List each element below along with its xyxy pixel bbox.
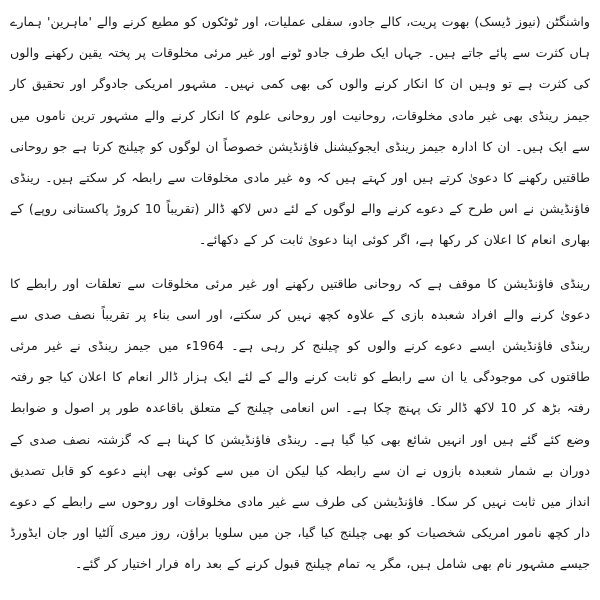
- article-paragraph-2: رینڈی فاؤنڈیشن کا موقف ہے کہ روحانی طاقتیں رکھنے اور غیر مرئی مخلوقات سے تعلقات اور رابطے کا دعویٰ کرنے والے افراد شعبدہ بازی کے علاوہ کچھ نہیں کر سکتے، اور اسی بناء پر تقریباً نصف صدی سے رینڈی فاؤنڈیشن ایسے دعوے کرنے والوں کو چیلنج کر رہی ہے۔ 1964ء میں جیمز رینڈی نے غیر مرئی طاقتوں کی موجودگی یا ان سے رابطے کو ثابت کرنے والے کے لئے ایک ہزار ڈالر انعام کا اعلان کیا جو رفتہ رفتہ بڑھ کر 10 لاکھ ڈالر تک پہنچ چکا ہے۔ اس انعامی چیلنج کے متعلق باقاعدہ طور پر اصول و ضوابط وضع کئے گئے ہیں اور انہیں شائع بھی کیا گیا ہے۔ رینڈی فاؤنڈیشن کا کہنا ہے کہ گزشتہ نصف صدی کے دوران بے شمار شعبدہ بازوں نے ان سے رابطہ کیا لیکن ان میں سے کوئی بھی اپنے دعوے کو قابل تصدیق انداز میں ثابت نہیں کر سکا۔ فاؤنڈیشن کی طرف سے غیر مادی مخلوقات اور روحوں سے رابطے کے دعوے دار کچھ نامور امریکی شخصیات کو بھی چیلنج کیا گیا، جن میں سلویا براؤن، روز میری آلٹیا اور جان ایڈورڈ جیسے مشہور نام بھی شامل ہیں، مگر یہ تمام چیلنج قبول کرنے کے بعد راہ فرار اختیار کر گئے۔: [10, 275, 590, 572]
- article-paragraph-1: واشنگٹن (نیوز ڈیسک) بھوت پریت، کالے جادو، سفلی عملیات، اور ٹوٹکوں کو مطیع کرنے والے 'ماہرین' ہمارے ہاں کثرت سے پائے جاتے ہیں۔ جہاں ایک طرف جادو ٹونے اور غیر مرئی مخلوقات پر پختہ یقین رکھنے والوں کی کثرت ہے تو وہیں ان کا انکار کرنے والوں کی بھی کمی نہیں۔ مشہور امریکی جادوگر اور تحقیق کار جیمز رینڈی بھی غیر مادی مخلوقات، روحانیت اور روحانی علوم کا انکار کرنے والے مشہور ترین ناموں میں سے ایک ہیں۔ ان کا ادارہ جیمز رینڈی ایجوکیشنل فاؤنڈیشن خصوصاً ان لوگوں کو چیلنج کرتا ہے جو روحانی طاقتیں رکھنے کا دعویٰ کرتے ہیں اور کہتے ہیں کہ وہ غیر مادی مخلوقات سے رابطہ کر سکتے ہیں۔ رینڈی فاؤنڈیشن نے اس طرح کے دعوے کرنے والے لوگوں کے لئے دس لاکھ ڈالر (تقریباً 10 کروڑ پاکستانی روپے) کے بھاری انعام کا اعلان کر رکھا ہے، اگر کوئی اپنا دعویٰ ثابت کر کے دکھائے۔: [10, 14, 590, 248]
